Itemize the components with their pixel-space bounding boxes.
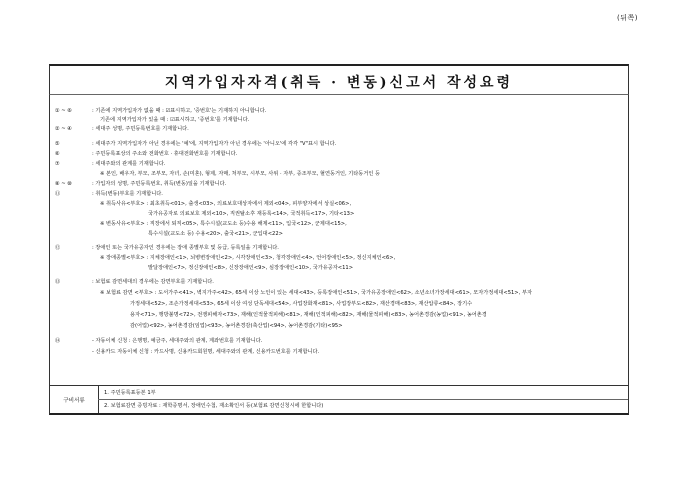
row-text: ※ 취득사유<부호> : 최초취득<01>, 출생<03>, 의료보호대상자에서 제외<04>, 피부양자에서 상실<06>, (100, 201, 352, 207)
row-text: - 자동이체 신청 : 은행명, 예금주, 세대주와의 관계, 계좌번호를 기재합니다. (92, 338, 263, 344)
row-text: 가정세대<52>, 조손가정세대<53>, 65세 이상 여성 단독세대<54>, 사업장화재<81>, 사업장부도<82>, 재산경매<83>, 재산압류<84>, 장기수 (130, 301, 473, 307)
row-text: ※ 변동사유<부호> : 직장에서 퇴직<05>, 특수시설(교도소 등)수용 해제<11>, 입국<12>, 군제대<15>, (100, 221, 347, 227)
row-marker: ⑭ (55, 338, 61, 344)
title-box (49, 64, 629, 94)
required-document-item: 1. 주민등록표등본 1부 (104, 390, 156, 396)
row-text: : 세대주 성명, 주민등록번호를 기재합니다. (92, 126, 189, 132)
row-text: 발달장애인<7>, 정신장애인<8>, 신장장애인<9>, 심장장애인<10>, 국가유공자<11> (148, 265, 354, 271)
row-marker: ⑥ (55, 151, 60, 157)
row-text: ※ 장애종별<부호> : 지체장애인<1>, 뇌병변장애인<2>, 시각장애인<3>, 청각장애인<4>, 언어장애인<5>, 정신지체인<6>, (100, 255, 396, 261)
document-title: 지역가입자자격(취득 · 변동)신고서 작성요령 (164, 75, 514, 91)
row-marker: ⑤ (55, 141, 60, 147)
row-marker: ⑧ ~ ⑩ (55, 181, 72, 187)
divider (98, 399, 628, 400)
row-text: - 신용카드 자동이체 신청 : 카드사명, 신용카드회원명, 세대주와의 관계, 신용카드번호를 기재합니다. (92, 349, 320, 355)
row-marker: ② ~ ④ (55, 126, 72, 132)
required-document-item: 2. 보험료감면 증빙자료 : 재학증명서, 장애인수첩, 재소확인서 등(보험료 감면신청시에 한합니다) (104, 403, 324, 409)
row-text: 특수시설(교도소 등) 수용<20>, 출국<21>, 군입대<22> (148, 231, 283, 237)
row-text: ※ 본인, 배우자, 부모, 조부모, 자녀, 손(미혼), 형제, 자매, 처부모, 시부모, 사위 · 자부, 증조부모, 혈연동거인, 기타동거인 등 (100, 171, 381, 177)
row-text: : 취득(변동)부호를 기재합니다. (92, 191, 163, 197)
row-text: 기존에 지역가입자가 있을 때 : ☑표시하고, '증번호'를 기재합니다. (100, 117, 250, 123)
row-marker: ⑦ (55, 161, 60, 167)
required-documents-label: 구비서류 (50, 386, 99, 413)
row-text: : 보험료 감면세대의 경우에는 감면부호를 기재합니다. (92, 279, 214, 285)
row-text: : 가입자의 성명, 주민등록번호, 취득(변동)일을 기재합니다. (92, 181, 227, 187)
row-text: 용자<71>, 행방불명<72>, 전쟁피해자<73>, 재해(인적물적피해)<81>, 재해(인적피해)<82>, 재해(물적피해)<83>, 농어촌경감(농업)<91>, 농어촌경 (130, 312, 487, 318)
row-marker: ⑪ (55, 191, 61, 197)
row-marker: ① ~ ⑥ (55, 108, 72, 114)
row-text: : 세대주와의 관계를 기재합니다. (92, 161, 166, 167)
row-text: : 세대주가 지역가입자가 아닌 경우에는 '예'에, 지역가입자가 아닌 경우에는 '아니오'에 각각 "V"표시 합니다. (92, 141, 337, 147)
row-text: 국가유공자로 의료보호 제외<10>, 직권탈소후 재등록<14>, 국적취득<17>, 기타<13> (148, 211, 355, 217)
row-marker: ⑬ (55, 279, 61, 285)
row-text: ※ 보험료 감면 <부호> : 도서가주<41>, 벽지가주<42>, 65세 이상 노인이 있는 세대<43>, 등록장애인<51>, 국가유공장애인<62>, 소년소녀가장세대<61>, 모자가정세대<51>, 부자 (100, 290, 532, 296)
instructions-section (49, 94, 629, 386)
row-text: : 장애인 또는 국가유공자인 경우에는 장애 종별부호 및 등급, 등록일을 기재합니다. (92, 245, 279, 251)
row-text: : 기존에 지역가입자가 없을 때 : ☑표시하고, '증번호'는 기재하지 아니합니다. (92, 108, 267, 114)
row-text: 감(어업)<92>, 농어촌경감(임업)<93>, 농어촌경감(축산업)<94>, 농어촌경감(기타)<95> (130, 323, 343, 329)
required-documents-section (49, 386, 629, 415)
row-text: : 주민등록표상의 주소와 전화번호 · 휴대전화번호를 기재합니다. (92, 151, 238, 157)
page-label: (뒤쪽) (617, 14, 638, 22)
row-marker: ⑫ (55, 245, 61, 251)
